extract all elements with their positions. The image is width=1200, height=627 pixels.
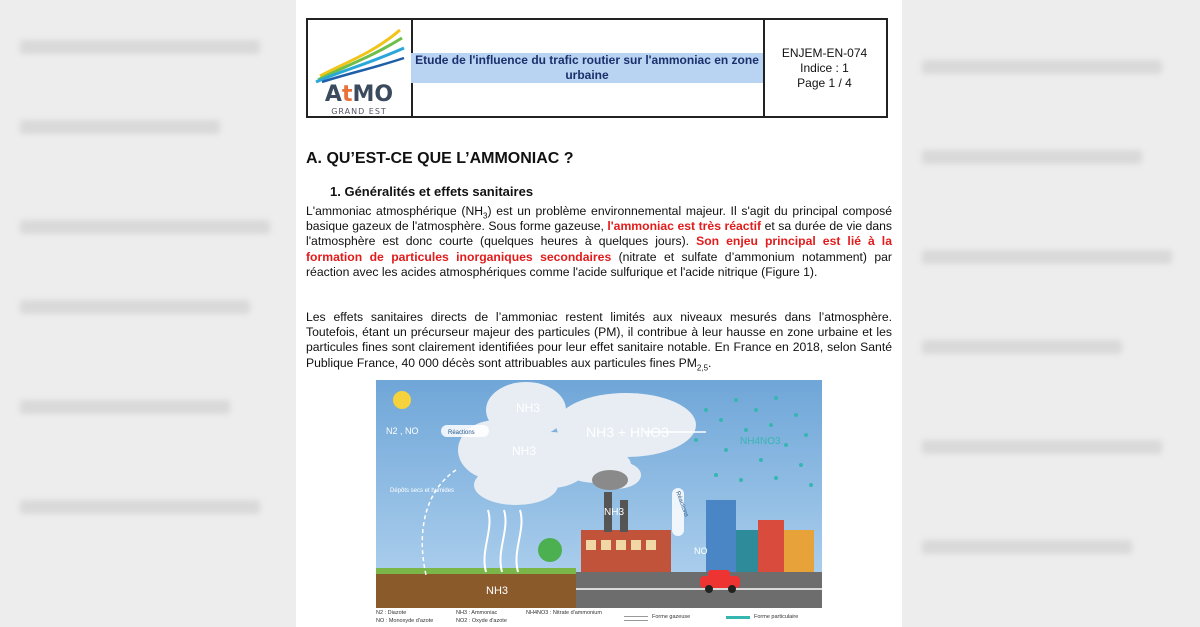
label-nh3-mid: NH3 xyxy=(512,444,537,458)
paragraph-2: Les effets sanitaires directs de l’ammoniac restent limités aux niveaux mesurés dans l’atmosphère. Toutefois, étant un précurseur majeur des particules (PM), il contribue à leur hausse en zone urbaine et les particules fines sont clairement identifiées pour leur effet sanitaire notable. En France en 2018, selon Santé Publique France, 40 000 décès sont attribuables aux particules fines $PM_{2,5}$. xyxy=(306,310,892,373)
label-ground-nh3: NH3 xyxy=(486,585,509,597)
ammonia-cycle-figure xyxy=(376,380,822,608)
page-number: Page 1 / 4 xyxy=(797,75,852,90)
grass xyxy=(376,568,576,574)
label-deposits: Dépôts secs et humides xyxy=(390,488,455,494)
subsection-heading: 1. Généralités et effets sanitaires xyxy=(330,184,534,199)
legend-gas-swatch xyxy=(624,616,648,621)
reference-cell xyxy=(763,20,886,116)
atmo-logo xyxy=(312,24,406,116)
legend-particle: Forme particulaire xyxy=(754,614,799,620)
legend-n2: N2 : Diazote xyxy=(376,610,407,616)
legend-no: NO : Monoxyde d'azote xyxy=(376,618,434,624)
reference-index: Indice : 1 xyxy=(800,60,849,75)
reference-code: ENJEM-EN-074 xyxy=(781,45,868,60)
label-nh3-top: NH3 xyxy=(516,401,541,415)
label-reactions-diagonal: Réactions xyxy=(674,490,689,518)
legend-nh3: NH3 : Ammoniac xyxy=(456,610,498,616)
logo-subtitle: GRAND EST xyxy=(331,107,387,116)
header-table xyxy=(306,18,888,118)
legend-no2: NO2 : Oxyde d'azote xyxy=(456,618,507,624)
section-heading: A. QU’EST-CE QUE L’AMMONIAC ? xyxy=(306,150,574,167)
paragraph-1: L'ammoniac atmosphérique $(NH_3)$ est un problème environnemental majeur. Il s'agit du principal composé basique gazeux de l'atmosphère. Sous forme gazeuse, l'ammoniac est très réactif et sa durée de vie dans l'atmosphère est donc courte (quelques heures à quelques jours). Son enjeu principal est lié à la formation de particules inorganiques secondaires (nitrate et sulfate d’ammonium notamment) par réaction avec les acides atmosphériques comme l'acide sulfurique et l'acide nitrique (Figure 1). xyxy=(306,204,893,279)
label-factory-nh3: NH3 xyxy=(604,507,625,518)
background-right xyxy=(902,0,1200,627)
logo-swoosh-icon xyxy=(312,24,406,84)
highlight-secondary-particles: Son enjeu principal est lié à la formation de particules inorganiques secondaires xyxy=(306,234,892,264)
tree-icon xyxy=(538,538,562,562)
title-cell xyxy=(411,20,765,116)
logo-wordmark: AtMO xyxy=(324,82,394,107)
document-title: Etude de l'influence du trafic routier sur l'ammoniac en zone urbaine xyxy=(411,53,763,83)
background-left xyxy=(0,0,296,627)
label-reactions-left: Réactions xyxy=(448,430,475,436)
label-reaction-equation: NH3 + HNO3 xyxy=(586,424,669,440)
label-n2-no: N2 , NO xyxy=(386,426,419,436)
highlight-reactive: l'ammoniac est très réactif xyxy=(607,219,762,234)
soil xyxy=(376,572,576,608)
label-product: NH4NO3 xyxy=(740,436,781,447)
label-car-no: NO xyxy=(694,546,708,556)
legend-gas: Forme gazeuse xyxy=(652,614,691,620)
legend-nh4no3: NH4NO3 : Nitrate d'ammonium xyxy=(526,610,602,616)
logo-cell xyxy=(308,20,413,116)
sun-icon xyxy=(393,391,411,409)
legend-particle-swatch xyxy=(726,616,750,619)
document-page xyxy=(296,0,902,627)
figure-legend xyxy=(376,608,822,627)
